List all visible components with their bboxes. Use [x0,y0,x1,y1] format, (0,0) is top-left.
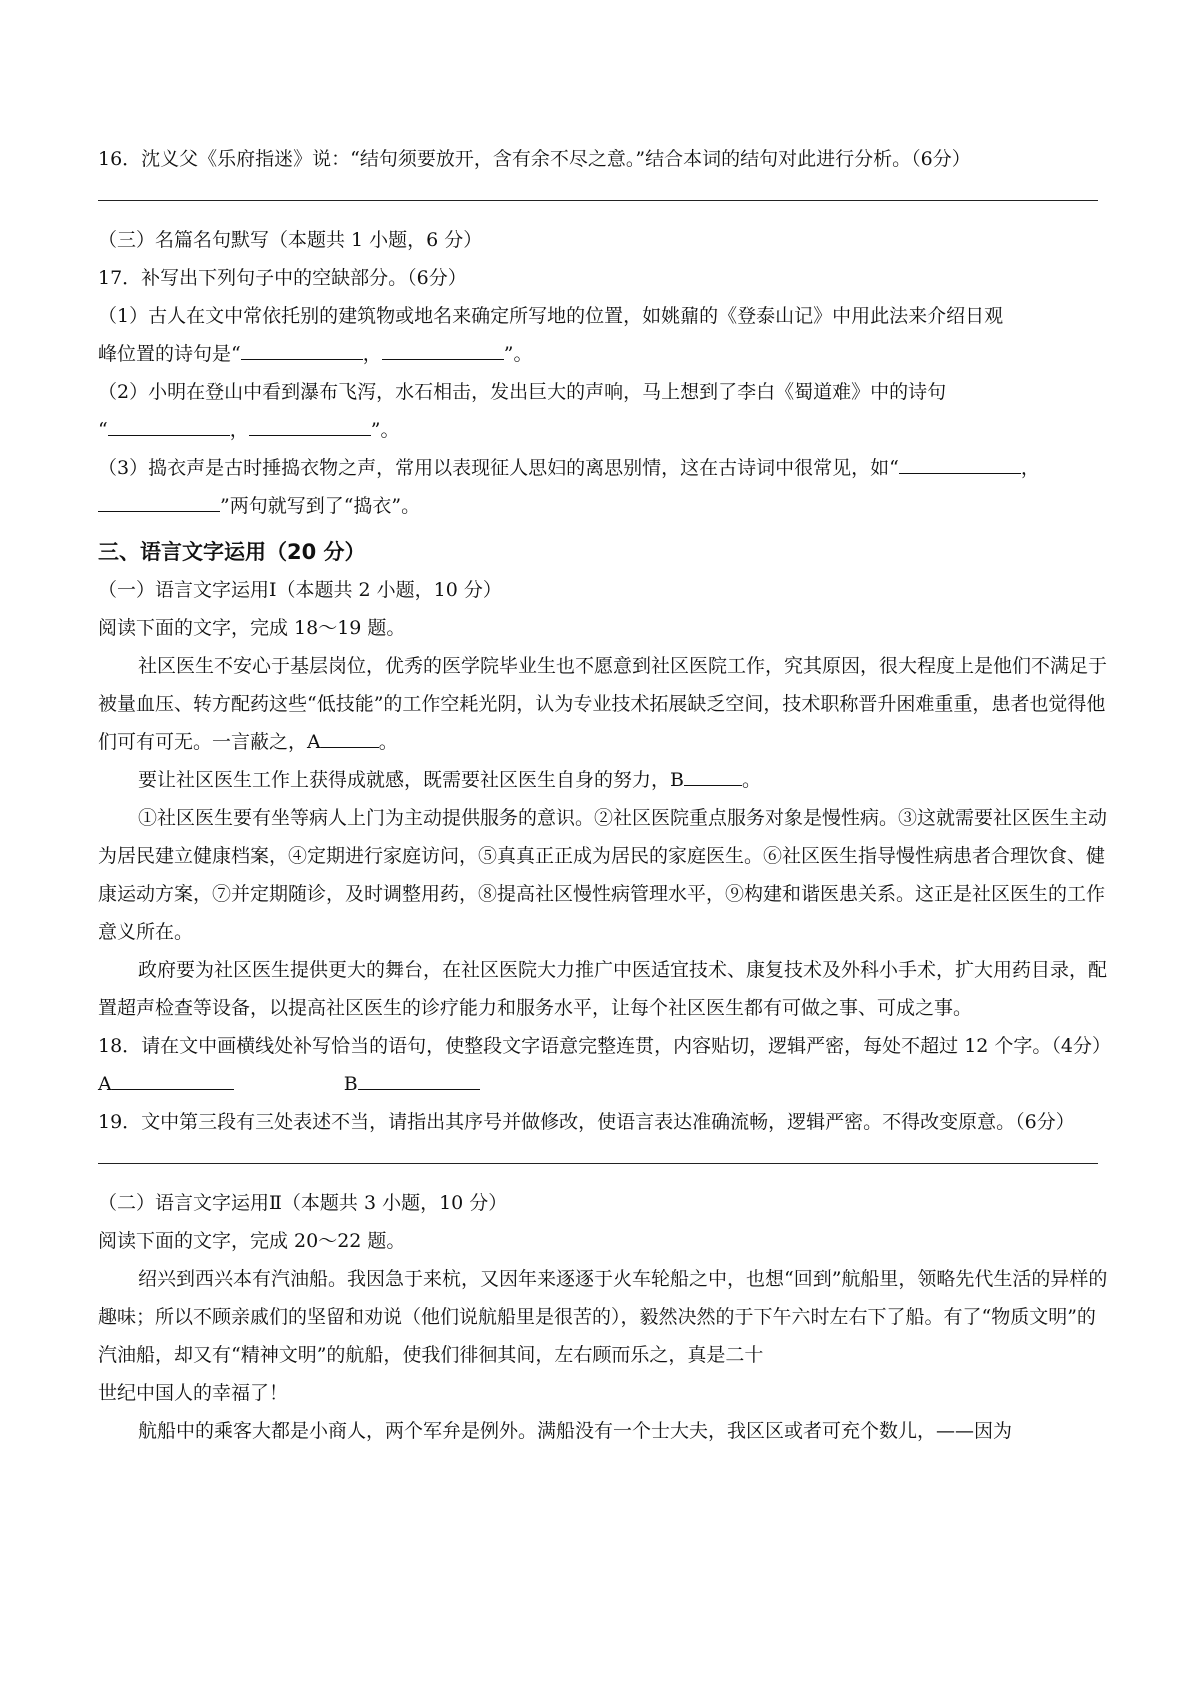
exam-page [98,140,1110,1450]
q17-3-post: ”两句就写到了“捣衣”。 [220,495,421,517]
question-18: 18．请在文中画横线处补写恰当的语句，使整段文字语意完整连贯，内容贴切，逻辑严密，每处不超过 12 个字。（4分） [98,1035,1112,1057]
reading-intro-2: 阅读下面的文字，完成 20～22 题。 [98,1230,406,1252]
section-header-recitation: （三）名篇名句默写（本题共 1 小题，6 分） [98,229,483,251]
blank-17-1-a[interactable] [241,337,363,360]
q17-1-post: ”。 [503,343,533,365]
answer-label-a: A [98,1073,112,1095]
para1-text: 社区医生不安心于基层岗位，优秀的医学院毕业生也不愿意到社区医院工作，究其原因，很大程度上是他们不满足于被量血压、转方配药这些“低技能”的工作空耗光阴，认为专业技术拓展缺乏空间，技术职称晋升困难重重，患者也觉得他们可有可无。一言蔽之，A [98,655,1108,753]
passage-paragraph-3: ①社区医生要有坐等病人上门为主动提供服务的意识。②社区医院重点服务对象是慢性病。③这就需要社区医生主动为居民建立健康档案，④定期进行家庭访问，⑤真真正正成为居民的家庭医生。⑥社区医生指导慢性病患者合理饮食、健康运动方案，⑦并定期随诊，及时调整用药，⑧提高社区慢性病管理水平，⑨构建和谐医患关系。这正是社区医生的工作意义所在。 [98,807,1108,943]
question-17-item-3-line-1 [98,449,1110,487]
answer-line-16 [98,200,1098,201]
q17-2-pre: “ [98,419,108,441]
section-title-language-use: 三、语言文字运用（20 分） [98,540,366,564]
passage-paragraph-6: 航船中的乘客大都是小商人，两个军弁是例外。满船没有一个士大夫，我区区或者可充个数儿，——因为 [138,1420,1013,1442]
blank-a-passage[interactable] [321,725,379,748]
q17-3-comma: ， [1020,457,1040,479]
blank-17-2-b[interactable] [249,413,371,436]
blank-17-1-b[interactable] [382,337,504,360]
question-18-answers [98,1065,1110,1103]
answer-blank-b[interactable] [358,1067,480,1090]
question-17-item-1-line-1: （1）古人在文中常依托别的建筑物或地名来确定所写地的位置，如姚鼐的《登泰山记》中用此法来介绍日观 [98,305,1004,327]
q17-3-text: （3）捣衣声是古时捶捣衣物之声，常用以表现征人思妇的离思别情，这在古诗词中很常见，如“ [98,457,899,479]
para1-end: 。 [378,731,398,753]
q17-1-mid: ， [362,343,382,365]
passage-paragraph-5-end: 世纪中国人的幸福了！ [98,1382,289,1404]
question-17-item-3-line-2 [98,487,1110,525]
blank-17-3-a[interactable] [899,451,1021,474]
question-19: 19．文中第三段有三处表述不当，请指出其序号并做修改，使语言表达准确流畅，逻辑严密。不得改变原意。（6分） [98,1111,1075,1133]
question-17-item-2-line-1: （2）小明在登山中看到瀑布飞泻，水石相击，发出巨大的声响，马上想到了李白《蜀道难》中的诗句 [98,381,947,403]
blank-b-passage[interactable] [684,763,742,786]
passage-paragraph-1 [98,647,1110,761]
question-17-item-2-line-2 [98,411,1110,449]
answer-blank-a[interactable] [112,1067,234,1090]
q17-2-mid: ， [229,419,249,441]
answer-line-19 [98,1163,1098,1164]
reading-intro-1: 阅读下面的文字，完成 18～19 题。 [98,617,406,639]
question-16: 16．沈义父《乐府指迷》说：“结句须要放开，含有余不尽之意。”结合本词的结句对此进行分析。（6分） [98,148,971,170]
passage-paragraph-5: 绍兴到西兴本有汽油船。我因急于来杭，又因年来逐逐于火车轮船之中，也想“回到”航船里，领略先代生活的异样的趣味；所以不顾亲戚们的坚留和劝说（他们说航船里是很苦的），毅然决然的于下午六时左右下了船。有了“物质文明”的汽油船，却又有“精神文明”的航船，使我们徘徊其间，左右顾而乐之，真是二十 [98,1268,1108,1366]
answer-label-b: B [343,1073,358,1095]
passage-paragraph-2 [98,761,1110,799]
q17-2-post: ”。 [370,419,400,441]
blank-17-2-a[interactable] [108,413,230,436]
subsection-header-1: （一）语言文字运用Ⅰ（本题共 2 小题，10 分） [98,579,502,601]
passage-paragraph-4: 政府要为社区医生提供更大的舞台，在社区医院大力推广中医适宜技术、康复技术及外科小手术，扩大用药目录，配置超声检查等设备，以提高社区医生的诊疗能力和服务水平，让每个社区医生都有可做之事、可成之事。 [98,959,1108,1019]
blank-17-3-b[interactable] [98,489,220,512]
q17-1-pre: 峰位置的诗句是“ [98,343,241,365]
para2-end: 。 [741,769,761,791]
question-17-stem: 17．补写出下列句子中的空缺部分。（6分） [98,267,467,289]
question-17-item-1-line-2 [98,335,1110,373]
subsection-header-2: （二）语言文字运用Ⅱ（本题共 3 小题，10 分） [98,1192,508,1214]
para2-text: 要让社区医生工作上获得成就感，既需要社区医生自身的努力，B [138,769,684,791]
